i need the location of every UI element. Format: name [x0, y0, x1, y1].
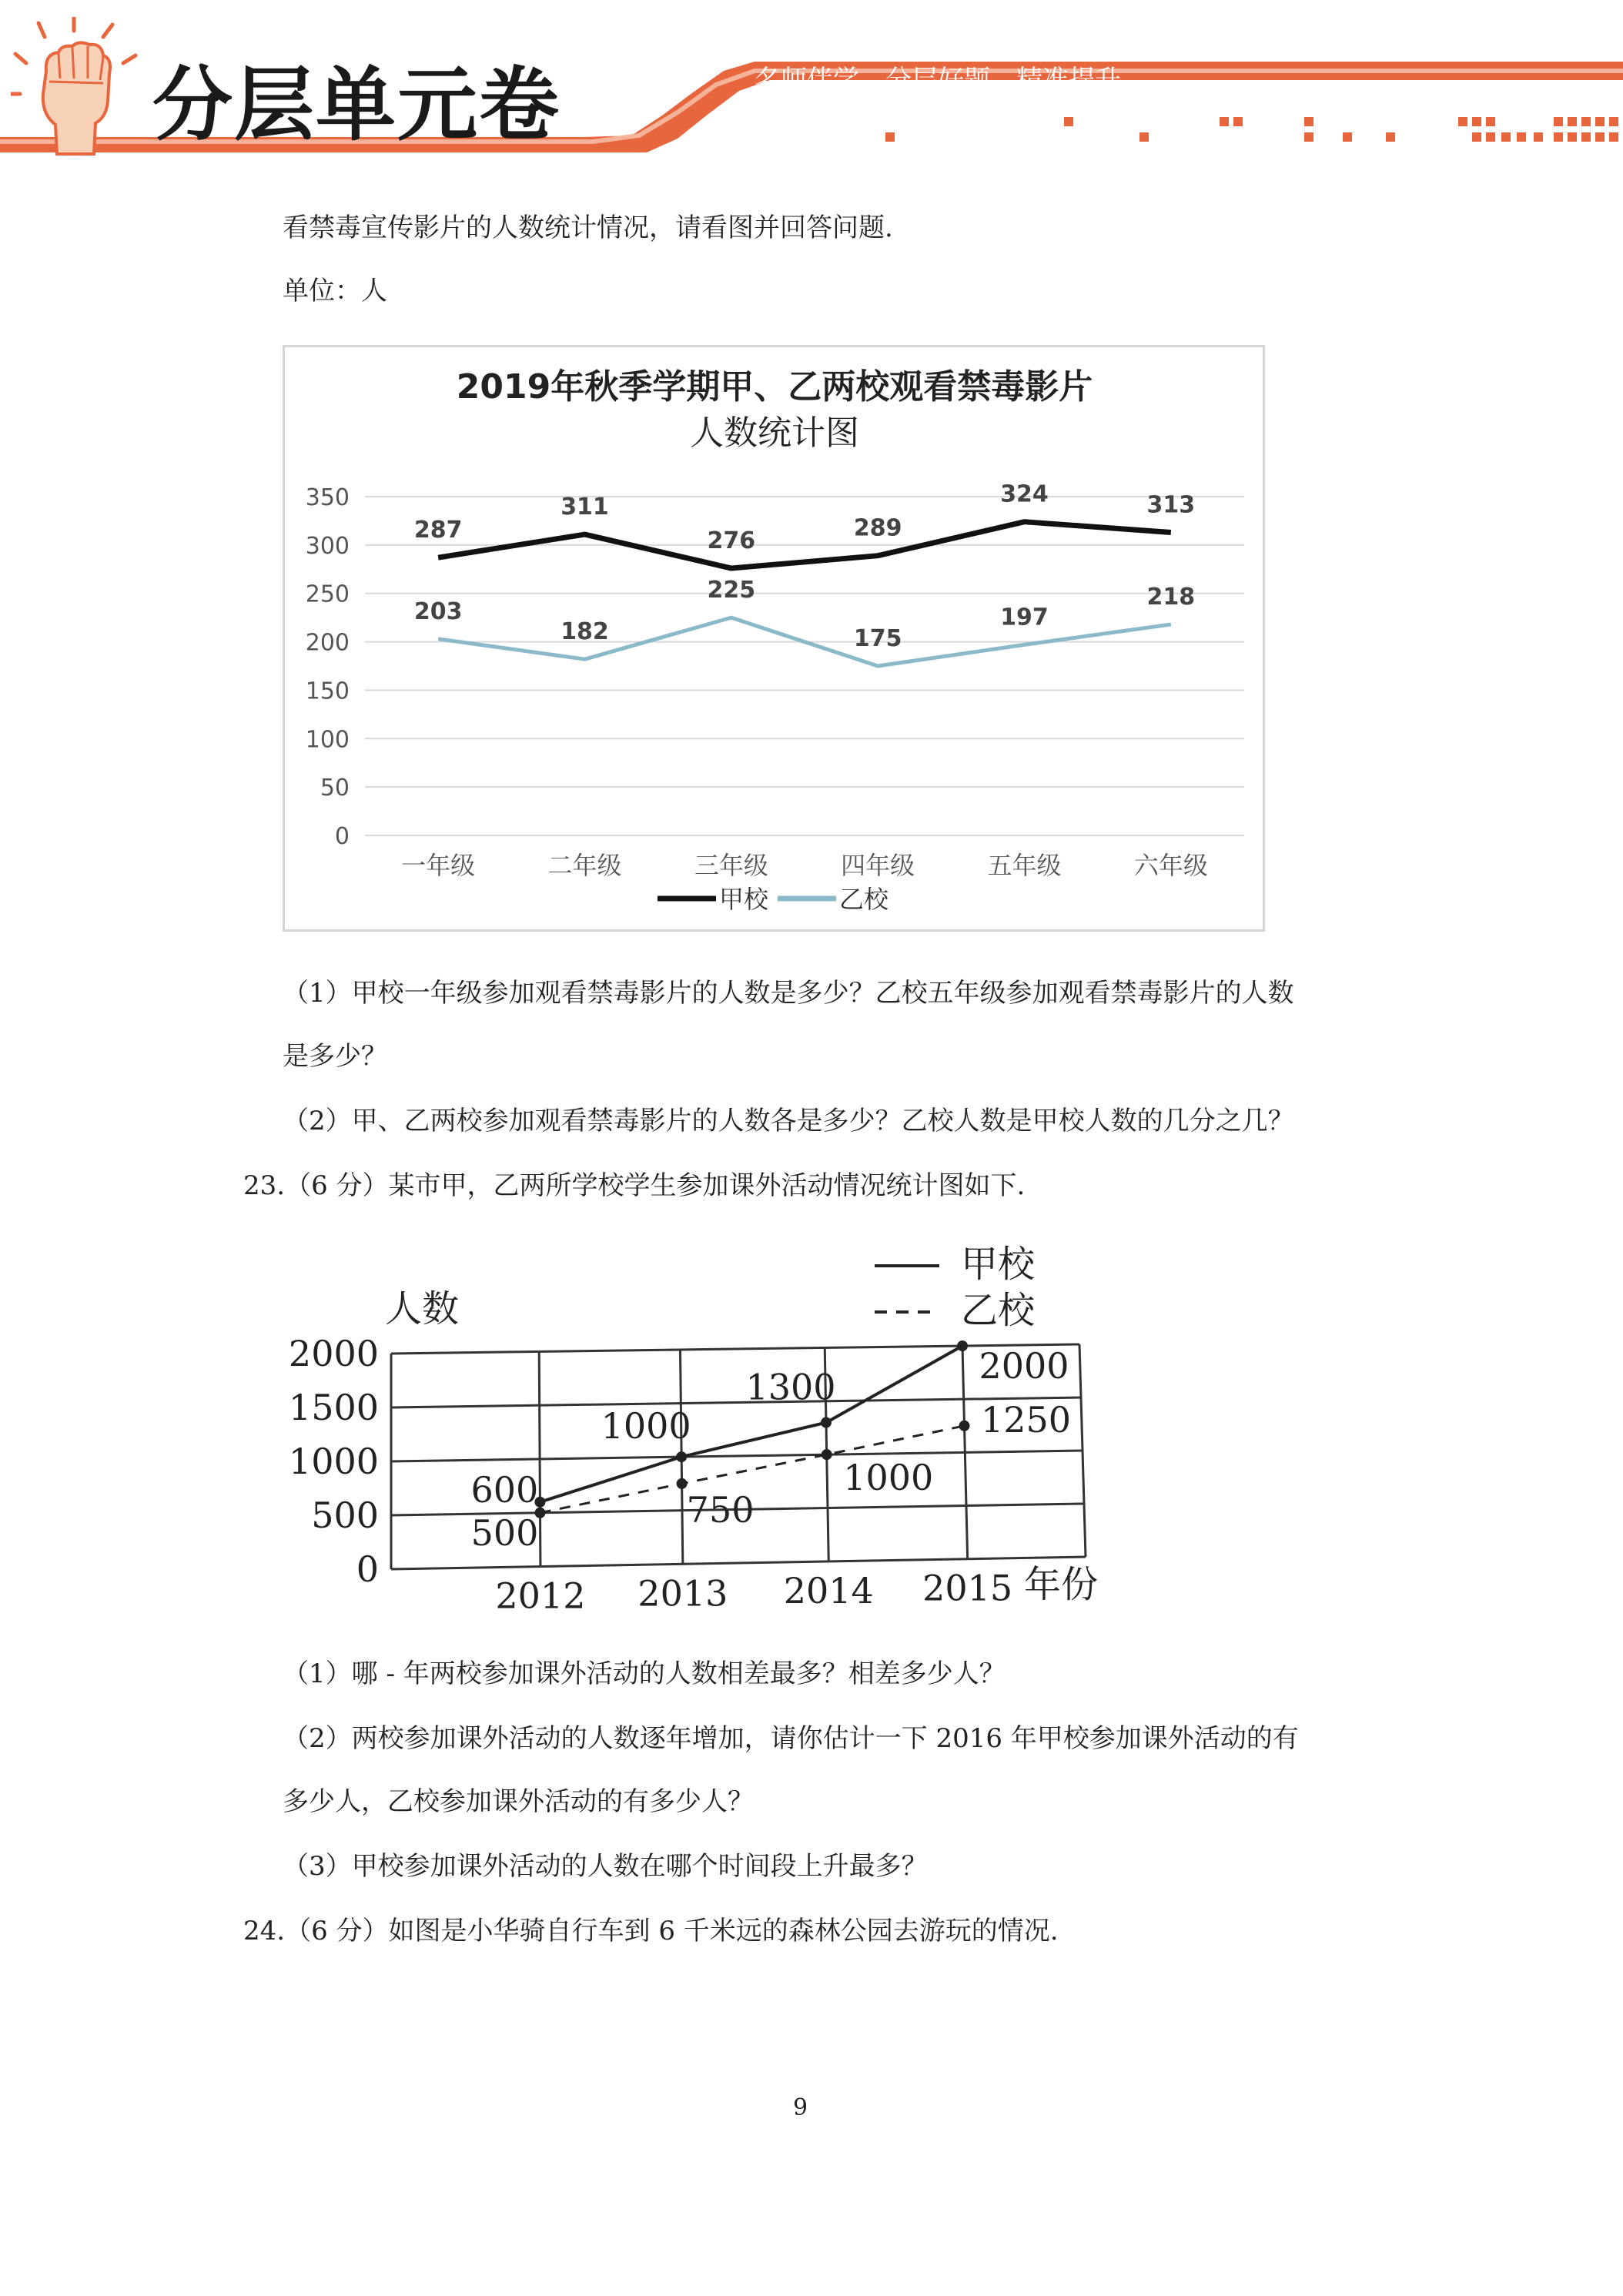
chart1-title-line1: 2019年秋季学期甲、乙两校观看禁毒影片 — [456, 367, 1093, 407]
chart2-y-tick: 2000 — [288, 1333, 379, 1374]
chart1-data-label: 175 — [853, 625, 902, 652]
brand-title: 分层单元卷 — [152, 58, 561, 152]
chart2-data-label: 1000 — [601, 1405, 691, 1448]
chart1-data-label: 203 — [413, 597, 463, 625]
chart1-data-label: 289 — [853, 514, 902, 542]
chart1-data-label: 218 — [1146, 583, 1196, 611]
raised-fist-icon — [11, 17, 142, 171]
chart2-ylabel: 人数 — [385, 1287, 460, 1330]
legend-label-jia: 甲校 — [719, 885, 769, 914]
chart1-y-tick: 250 — [305, 581, 350, 608]
q22-part2: （2）甲、乙两校参加观看禁毒影片的人数各是多少？乙校人数是甲校人数的几分之几？ — [283, 1106, 1294, 1136]
chart1-y-tick: 50 — [320, 775, 350, 802]
q23-part2-line2: 多少人，乙校参加课外活动的有多少人？ — [283, 1786, 754, 1817]
legend-label-yi: 乙校 — [839, 885, 889, 914]
chart1-data-label: 313 — [1146, 491, 1196, 519]
chart1-y-tick: 350 — [305, 484, 350, 511]
chart2-data-label: 500 — [470, 1511, 539, 1554]
q22-part1-line2: 是多少？ — [283, 1041, 387, 1072]
q23-part2-line1: （2）两校参加课外活动的人数逐年增加，请你估计一下 2016 年甲校参加课外活动的有 — [283, 1723, 1299, 1754]
chart2-svg — [277, 1232, 1170, 1609]
chart1-y-tick: 100 — [305, 726, 350, 754]
chart2-point — [676, 1451, 687, 1462]
chart2-x-tick: 2012 — [495, 1575, 586, 1609]
chart2-y-tick: 500 — [311, 1494, 379, 1536]
chart2-y-tick: 1000 — [288, 1441, 379, 1482]
page-number: 9 — [793, 2094, 808, 2121]
chart1-x-tick: 四年级 — [841, 851, 915, 880]
chart2-data-label: 1000 — [843, 1457, 934, 1499]
chart1-y-tick: 0 — [334, 823, 350, 850]
chart1-data-label: 225 — [707, 577, 756, 604]
chart1-data-label: 287 — [413, 517, 463, 544]
chart2-gridline — [391, 1451, 1083, 1461]
chart1-title-line2: 人数统计图 — [690, 413, 859, 453]
chart2-data-label: 2000 — [979, 1345, 1069, 1387]
chart2-data-label: 750 — [686, 1488, 755, 1531]
intro-line: 看禁毒宣传影片的人数统计情况，请看图并回答问题. — [283, 213, 893, 243]
chart1-data-label: 311 — [561, 494, 609, 521]
chart1-data-label: 276 — [707, 527, 756, 555]
chart2-x-tick: 2014 — [783, 1569, 874, 1609]
chart2-point — [959, 1421, 970, 1431]
chart1-x-tick: 六年级 — [1133, 851, 1208, 880]
chart1-frame — [283, 345, 1265, 932]
chart2-y-tick: 0 — [356, 1548, 379, 1590]
q23-part1: （1）哪 - 年两校参加课外活动的人数相差最多？相差多少人？ — [283, 1658, 1006, 1689]
chart2-point — [677, 1478, 688, 1489]
chart1-y-tick: 200 — [305, 629, 350, 657]
chart2-gridline — [391, 1344, 1079, 1354]
chart1-x-tick: 三年级 — [694, 851, 768, 880]
chart2-point — [957, 1340, 968, 1351]
chart1-x-tick: 五年级 — [987, 851, 1062, 880]
q23-stem: 23.（6 分）某市甲，乙两所学校学生参加课外活动情况统计图如下. — [243, 1170, 1026, 1201]
chart2-y-tick: 1500 — [288, 1387, 379, 1428]
chart2-gridline — [539, 1351, 540, 1566]
unit-label: 单位：人 — [283, 276, 387, 306]
chart1-data-label: 197 — [1000, 604, 1049, 631]
chart2-legend-yi: 乙校 — [961, 1289, 1036, 1332]
chart2-point — [821, 1417, 832, 1428]
chart2-x-tick: 2013 — [637, 1572, 728, 1609]
chart2-data-label: 1300 — [745, 1366, 836, 1408]
chart1-data-label: 324 — [1000, 480, 1049, 508]
header-slogan: 名师伴学 分层好题 精准提升 — [755, 65, 1121, 95]
chart2-gridline — [391, 1397, 1081, 1407]
chart1-y-tick: 300 — [305, 532, 350, 560]
chart2-data-label: 600 — [470, 1468, 539, 1511]
chart1-legend — [658, 885, 889, 914]
chart2-data-label: 1250 — [980, 1398, 1072, 1441]
chart2-xlabel: 年份 — [1024, 1563, 1099, 1606]
chart2-x-tick: 2015 — [922, 1567, 1013, 1609]
chart1-data-label: 182 — [561, 618, 609, 646]
q23-part3: （3）甲校参加课外活动的人数在哪个时间段上升最多？ — [283, 1851, 928, 1882]
chart1-svg — [285, 347, 1263, 929]
chart1-x-tick: 二年级 — [547, 851, 622, 880]
q22-part1-line1: （1）甲校一年级参加观看禁毒影片的人数是多少？乙校五年级参加观看禁毒影片的人数 — [283, 978, 1294, 1009]
chart2-legend-jia: 甲校 — [961, 1243, 1036, 1286]
chart1-y-tick: 150 — [305, 678, 350, 705]
page-header — [0, 0, 1623, 169]
chart2-point — [822, 1449, 832, 1460]
chart1-x-tick: 一年级 — [401, 851, 476, 880]
q24-stem: 24.（6 分）如图是小华骑自行车到 6 千米远的森林公园去游玩的情况. — [243, 1916, 1059, 1946]
